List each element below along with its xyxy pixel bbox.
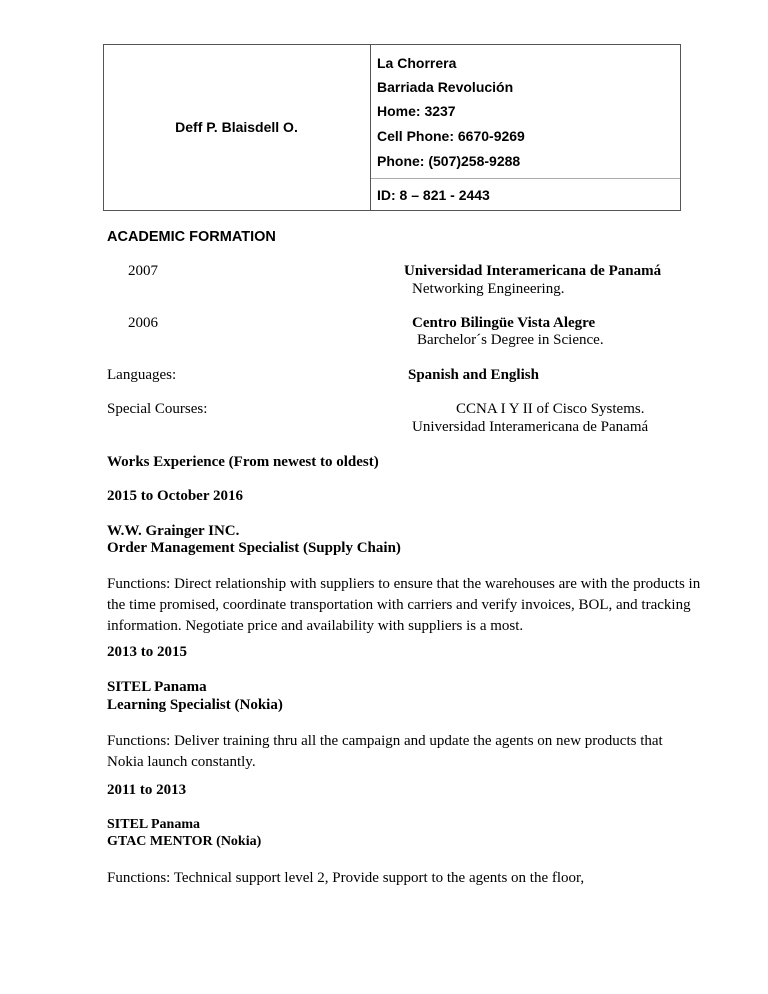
job-period: 2015 to October 2016 <box>107 488 243 504</box>
job-functions: Functions: Technical support level 2, Provide support to the agents on the floor, <box>107 870 585 886</box>
job-company: W.W. Grainger INC. <box>107 523 240 539</box>
job-functions: Functions: Deliver training thru all the campaign and update the agents on new products that Nokia launch constantly. <box>107 733 663 770</box>
courses-value-2: Universidad Interamericana de Panamá <box>412 419 649 435</box>
job-company: SITEL Panama <box>107 817 200 832</box>
job-functions: Functions: Direct relationship with suppliers to ensure that the warehouses are with the products in the time promised, coordinate transportation with carriers and verify invoices, BOL, and tracking information. Negotiate price and availability with suppliers is a most. <box>107 576 701 634</box>
contact-city: La Chorrera <box>377 55 457 71</box>
academic-year-2007: 2007 <box>128 263 158 279</box>
academic-institution-2007: Universidad Interamericana de Panamá <box>404 263 662 279</box>
academic-degree-2007: Networking Engineering. <box>412 281 565 297</box>
academic-year-2006: 2006 <box>128 315 158 331</box>
job-period: 2011 to 2013 <box>107 782 187 798</box>
job-role: Learning Specialist (Nokia) <box>107 697 283 713</box>
academic-degree-2006: Barchelor´s Degree in Science. <box>417 332 604 348</box>
job-company: SITEL Panama <box>107 679 207 695</box>
contact-phone: Phone: (507)258-9288 <box>377 153 521 169</box>
contact-id: ID: 8 – 821 - 2443 <box>377 187 490 203</box>
contact-cell: Cell Phone: 6670-9269 <box>377 128 525 144</box>
experience-title: Works Experience (From newest to oldest) <box>107 454 379 470</box>
header-divider <box>370 44 371 211</box>
id-separator <box>371 178 680 179</box>
candidate-name: Deff P. Blaisdell O. <box>175 119 298 135</box>
job-role: Order Management Specialist (Supply Chain) <box>107 540 401 556</box>
courses-label: Special Courses: <box>107 401 208 417</box>
job-role: GTAC MENTOR (Nokia) <box>107 834 262 849</box>
courses-value-1: CCNA I Y II of Cisco Systems. <box>456 401 645 417</box>
languages-value: Spanish and English <box>408 367 539 383</box>
academic-institution-2006: Centro Bilingüe Vista Alegre <box>412 315 596 331</box>
contact-home: Home: 3237 <box>377 103 456 119</box>
job-period: 2013 to 2015 <box>107 644 187 660</box>
languages-label: Languages: <box>107 367 177 383</box>
contact-neighborhood: Barriada Revolución <box>377 79 514 95</box>
academic-title: ACADEMIC FORMATION <box>107 229 276 245</box>
